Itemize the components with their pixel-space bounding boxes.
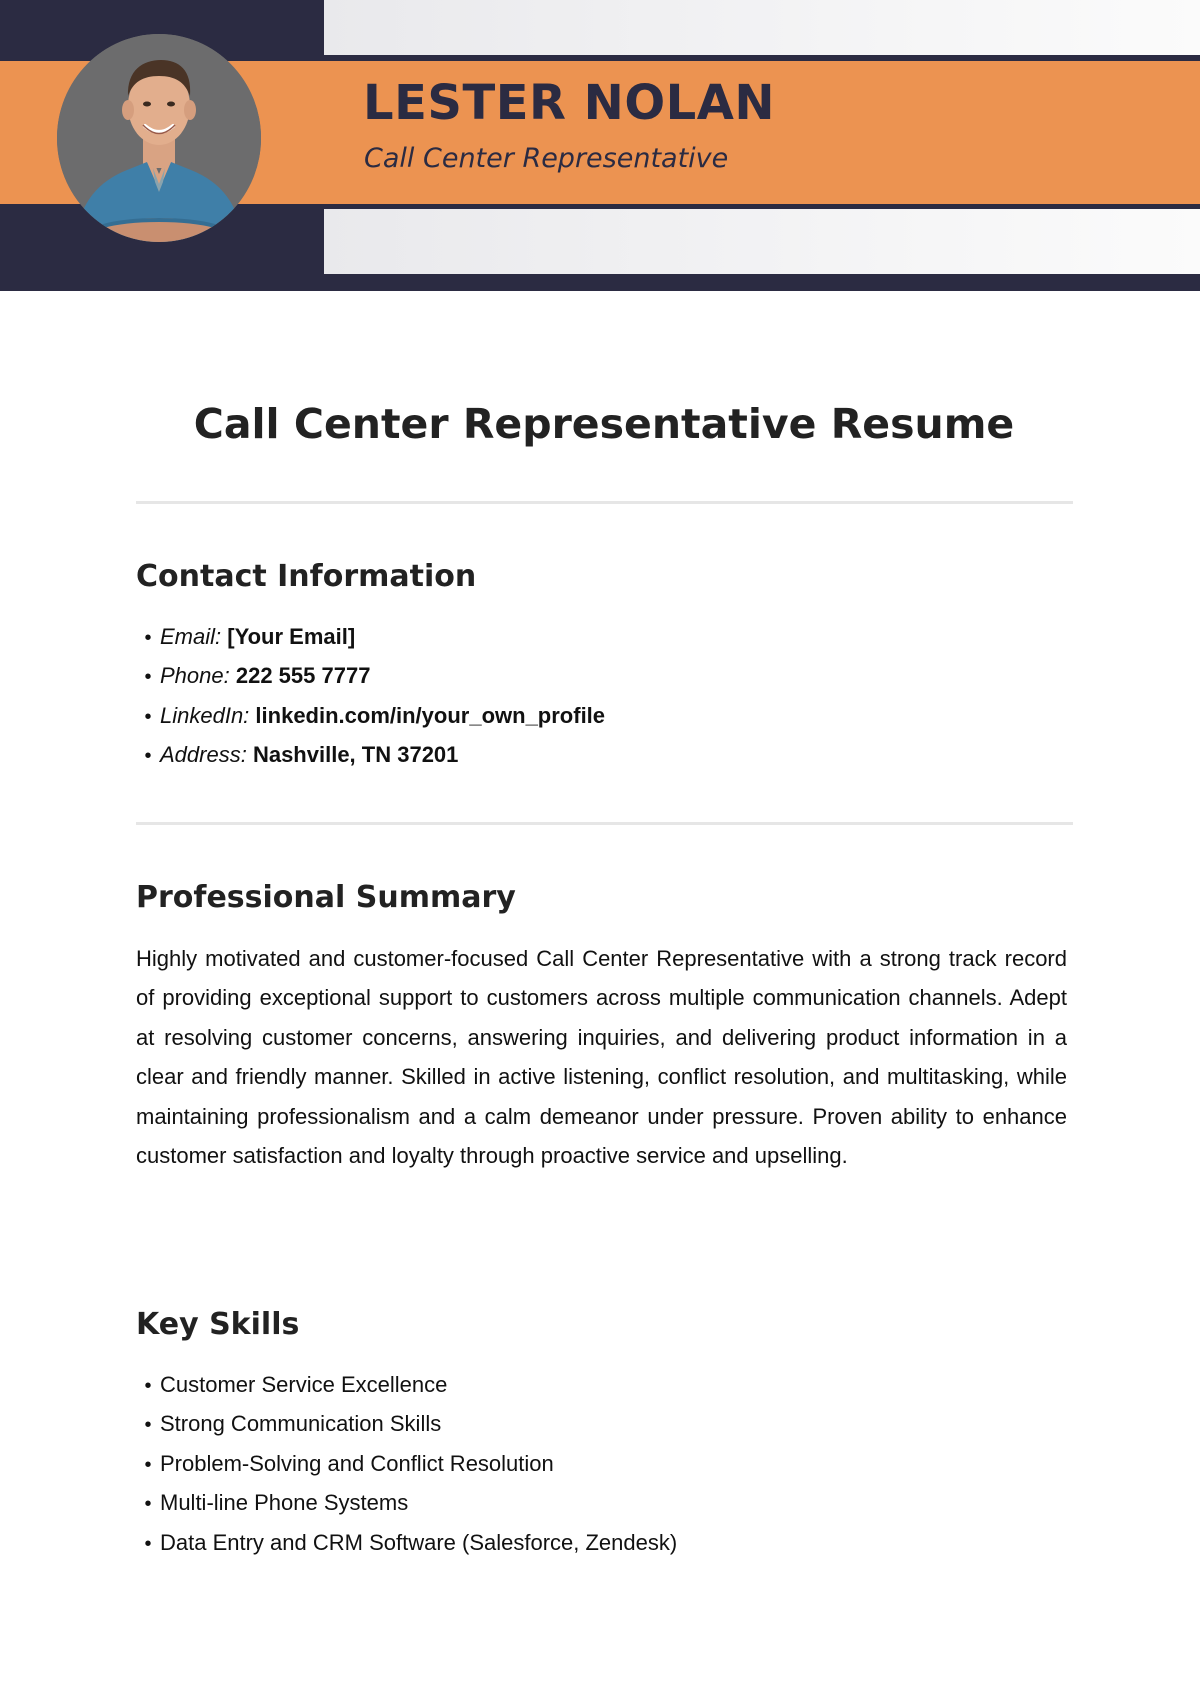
contact-label: LinkedIn: (160, 702, 250, 728)
person-photo-icon (57, 34, 261, 242)
skill-item (136, 1404, 677, 1443)
header-accent-top (324, 0, 1200, 55)
contact-label: Email: (160, 624, 222, 649)
skills-list (136, 1365, 677, 1562)
contact-item-email (136, 617, 605, 656)
skill-item (136, 1483, 677, 1522)
contact-item-linkedin (136, 696, 605, 735)
contact-value: linkedin.com/in/your_own_profile (255, 702, 606, 728)
bullet-icon: • (144, 1532, 152, 1555)
bullet-icon: • (144, 1414, 152, 1437)
skill-label: Strong Communication Skills (160, 1411, 442, 1437)
section-divider (136, 501, 1073, 504)
contact-value: 222 555 7777 (235, 663, 371, 689)
contact-value: [Your Email] (227, 624, 356, 649)
skill-label: Data Entry and CRM Software (Salesforce, Zendesk) (160, 1529, 678, 1555)
skill-item (136, 1444, 677, 1483)
summary-text: Highly motivated and customer-focused Call Center Representative with a strong track record of providing exceptional support to customers across multiple communication channels. Adept at resolving customer concerns, answering inquiries, and delivering product information in a clear and friendly manner. Skilled in active listening, conflict resolution, and multitasking, while maintaining professionalism and a calm demeanor under pressure. Proven ability to enhance customer satisfaction and loyalty through proactive service and upselling. (136, 946, 1067, 1169)
bullet-icon: • (144, 627, 152, 649)
contact-item-phone (136, 656, 605, 695)
document-title: Call Center Representative Resume (193, 400, 1015, 448)
bullet-icon: • (144, 1493, 152, 1516)
bullet-icon: • (144, 705, 152, 728)
contact-item-address (136, 735, 605, 774)
contact-value: Nashville, TN 37201 (252, 742, 459, 768)
contact-label: Phone: (160, 663, 230, 689)
skill-item (136, 1523, 677, 1562)
contact-list (136, 617, 605, 775)
summary-heading: Professional Summary (136, 880, 516, 915)
skill-label: Multi-line Phone Systems (160, 1490, 409, 1516)
contact-label: Address: (160, 742, 247, 768)
bullet-icon: • (144, 1375, 152, 1397)
section-divider (136, 822, 1073, 825)
bullet-icon: • (144, 745, 152, 768)
bullet-icon: • (144, 1453, 152, 1476)
bullet-icon: • (144, 666, 152, 689)
skills-heading: Key Skills (136, 1307, 300, 1342)
header-accent-bottom (324, 209, 1200, 274)
candidate-name: LESTER NOLAN (363, 75, 776, 131)
candidate-job-title: Call Center Representative (364, 143, 729, 174)
skill-label: Customer Service Excellence (160, 1372, 448, 1397)
contact-heading: Contact Information (136, 559, 477, 594)
skill-label: Problem-Solving and Conflict Resolution (160, 1450, 554, 1476)
resume-header (0, 0, 1200, 291)
skill-item (136, 1365, 677, 1404)
